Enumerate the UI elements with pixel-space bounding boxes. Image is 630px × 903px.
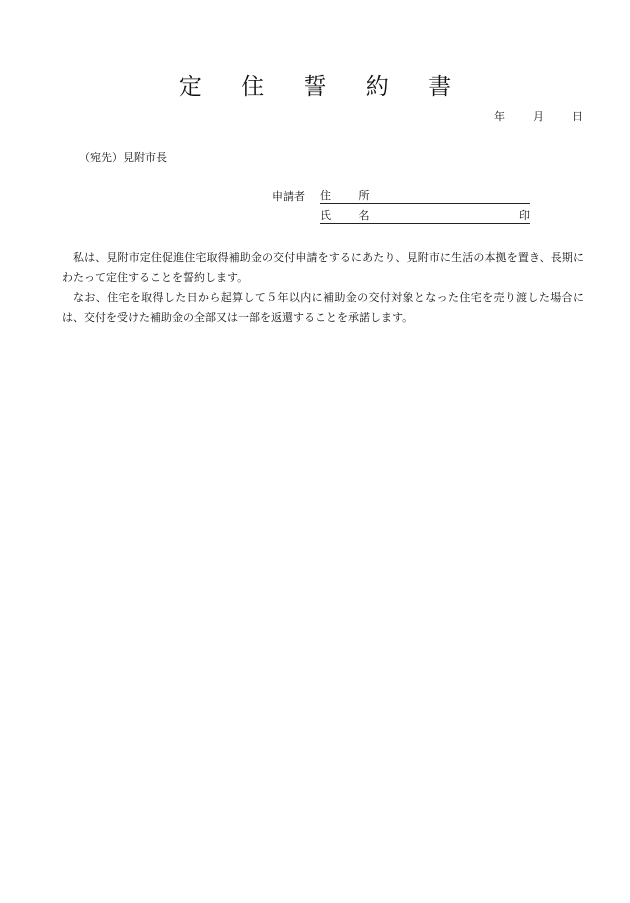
- address-label: 住 所: [320, 189, 382, 202]
- date-month-label: 月: [533, 110, 544, 123]
- date-year-label: 年: [494, 110, 505, 123]
- name-field: [320, 209, 530, 224]
- pledge-paragraph-2: なお、住宅を取得した日から起算して５年以内に補助金の交付対象となった住宅を売り渡した場合には、交付を受けた補助金の全部又は一部を返還することを承諾します。: [62, 291, 584, 324]
- applicant-label: 申請者: [272, 190, 305, 203]
- date-day-label: 日: [572, 110, 583, 123]
- address-field: [320, 189, 530, 204]
- pledge-body: [62, 248, 584, 328]
- addressee: （宛先）見附市長: [79, 151, 167, 164]
- pledge-paragraph-1: 私は、見附市定住促進住宅取得補助金の交付申請をするにあたり、見附市に生活の本拠を置き、長期にわたって定住することを誓約します。: [62, 251, 584, 284]
- date-field: [494, 110, 583, 124]
- seal-mark: 印: [519, 209, 530, 222]
- document-title: 定 住 誓 約 書: [178, 74, 468, 100]
- name-label: 氏 名: [320, 209, 382, 222]
